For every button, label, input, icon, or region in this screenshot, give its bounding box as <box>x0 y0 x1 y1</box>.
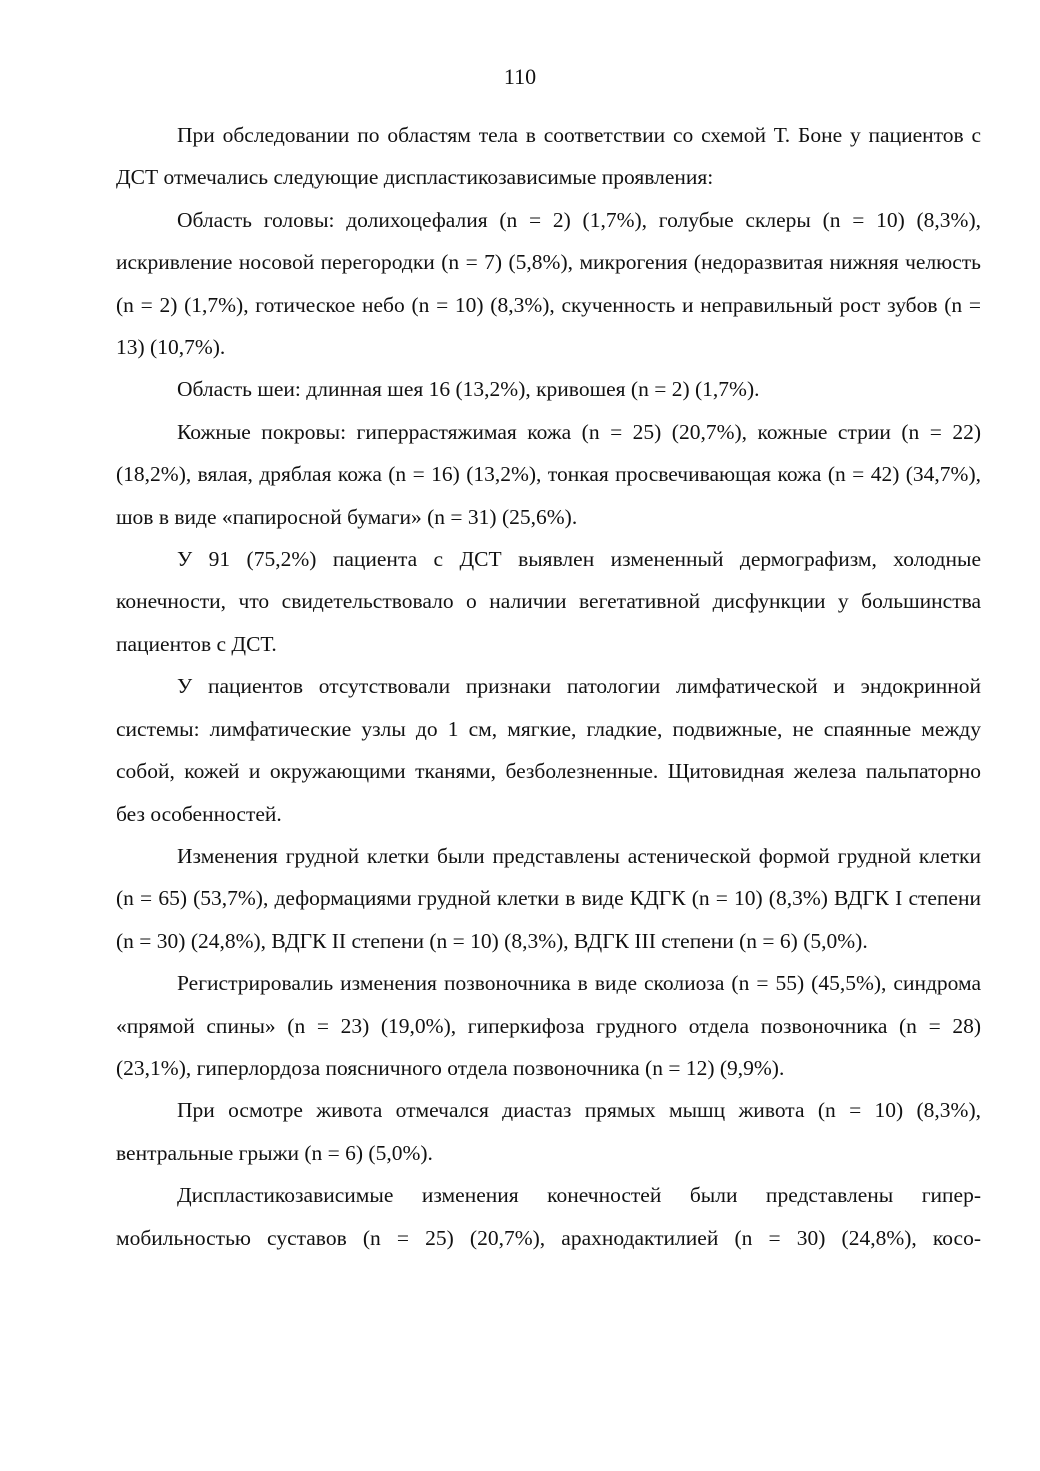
page-number: 110 <box>503 64 537 89</box>
document-body <box>116 114 981 1259</box>
paragraph-skin: Кожные покровы: гиперрастяжимая кожа (n = 25) (20,7%), кожные стрии (n = 22) (18,2%), вялая, дряблая кожа (n = 16) (13,2%), тонкая просвечивающая кожа (n = 42) (34,7%), шов в виде «папиросной бумаги» (n = 31) (25,6%). <box>116 419 981 529</box>
paragraph-neck-region: Область шеи: длинная шея 16 (13,2%), кривошея (n = 2) (1,7%). <box>177 377 760 402</box>
paragraph-spine: Регистрировалиь изменения позвоночника в виде сколиоза (n = 55) (45,5%), синдрома «прямой спины» (n = 23) (19,0%), гиперкифоза грудного отдела позвоночника (n = 28) (23,1%), гиперлордоза поясничного отдела позвоночника (n = 12) (9,9%). <box>116 971 981 1080</box>
paragraph-chest: Изменения грудной клетки были представлены астенической формой грудной клетки (n = 65) (53,7%), деформациями грудной клетки в виде КДГК (n = 10) (8,3%) ВДГК I степени (n = 30) (24,8%), ВДГК II степени (n = 10) (8,3%), ВДГК III степени (n = 6) (5,0%). <box>116 843 981 953</box>
paragraph-head-region: Область головы: долихоцефалия (n = 2) (1,7%), голубые склеры (n = 10) (8,3%), искривление носовой перегородки (n = 7) (5,8%), микрогения (недоразвитая нижняя челюсть (n = 2) (1,7%), готическое небо (n = 10) (8,3%), скученность и неправильный рост зубов (n = 13) (10,7%). <box>116 207 981 360</box>
paragraph-dermographism: У 91 (75,2%) пациента с ДСТ выявлен измененный дермографизм, холодные конечности, что свидетельствовало о наличии вегетативной дисфункции у большинства пациентов с ДСТ. <box>116 547 981 656</box>
paragraph-limbs: Диспластикозависимые изменения конечностей были представлены гипермобильностью суставов (n = 25) (20,7%), арахнодактилией (n = 30) (24,8%), косо- <box>116 1183 981 1250</box>
paragraph-lymphatic-endocrine: У пациентов отсутствовали признаки патологии лимфатической и эндокринной системы: лимфатические узлы до 1 см, мягкие, гладкие, подвижные, не спаянные между собой, кожей и окружающими тканями, безболезненные. Щитовидная железа пальпаторно без особенностей. <box>116 674 981 826</box>
paragraph-abdomen: При осмотре живота отмечался диастаз прямых мышц живота (n = 10) (8,3%), вентральные грыжи (n = 6) (5,0%). <box>116 1098 981 1165</box>
paragraph-body-regions-intro: При обследовании по областям тела в соответствии со схемой Т. Боне у пациентов с ДСТ отмечались следующие диспластикозависимые проявления: <box>116 123 981 190</box>
